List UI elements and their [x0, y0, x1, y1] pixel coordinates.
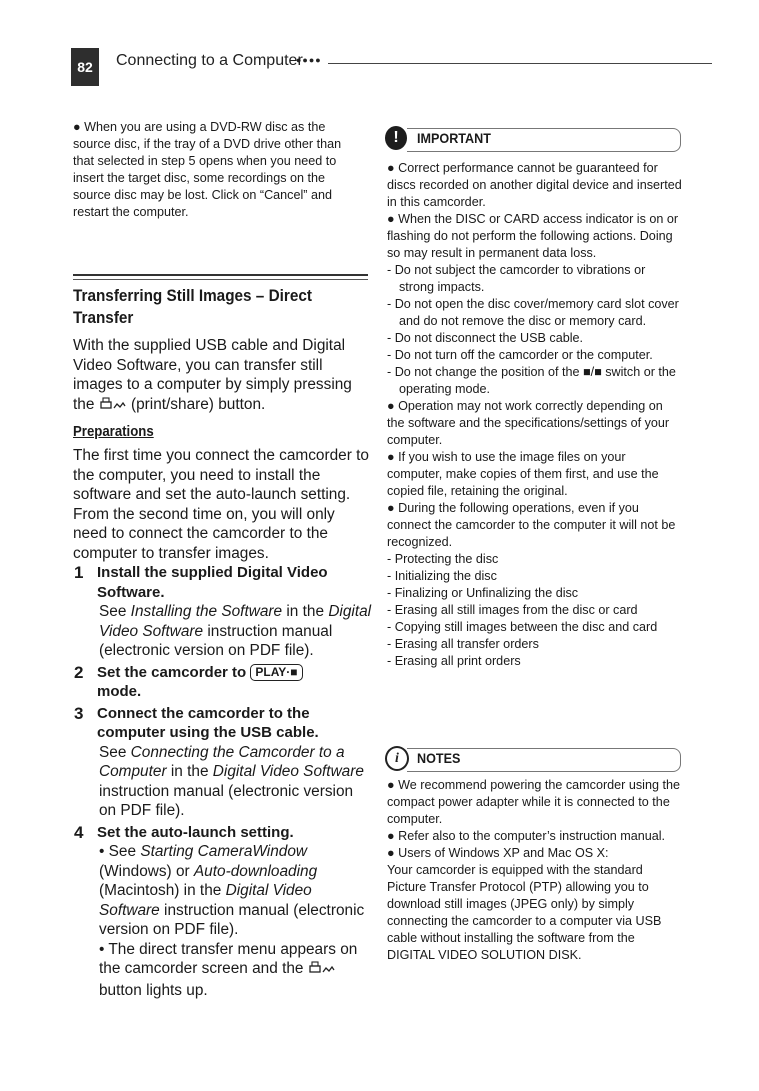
important-list	[387, 160, 683, 670]
steps-list	[73, 561, 373, 1000]
step-4	[73, 823, 373, 1001]
step-2	[73, 663, 373, 702]
intro-paragraph	[73, 336, 373, 416]
important-item: ● When the DISC or CARD access indicator is on or flashing do not perform the following actions. Doing so may result in permanent data loss.	[387, 212, 679, 260]
header-rule	[328, 63, 712, 64]
info-icon: i	[385, 746, 409, 771]
important-subitem: - Do not disconnect the USB cable.	[387, 331, 584, 345]
step-heading: Install the supplied Digital Video Software.	[97, 564, 328, 601]
intro-text-a: With the supplied USB cable and Digital Video Software, you can transfer still images to a computer by simply pressing the	[73, 337, 352, 413]
step-body-emphasis: Connecting the Camcorder to a Computer	[99, 743, 345, 780]
step-body	[97, 743, 373, 821]
step-body-text: in the	[282, 603, 329, 620]
step-body-text: in the	[166, 763, 213, 780]
step-body-emphasis: Digital Video Software	[99, 882, 312, 919]
important-item: ● Operation may not work correctly depending on the software and the specifications/settings of your computer.	[387, 399, 670, 447]
important-subitem: - Erasing all still images from the disc or card	[387, 603, 638, 617]
step-body-text: See	[99, 603, 131, 620]
section-rule	[73, 274, 368, 276]
play-mode-badge: PLAY·■	[250, 664, 302, 681]
page-number: 82	[71, 48, 99, 86]
important-subitem: - Do not change the position of the ■/■ switch or the operating mode.	[387, 365, 676, 396]
section-rule-thin	[73, 279, 368, 280]
print-share-icon	[99, 397, 127, 417]
important-label: IMPORTANT	[417, 130, 491, 146]
important-subitem: - Erasing all transfer orders	[387, 637, 539, 651]
important-subitem: - Do not subject the camcorder to vibrations or strong impacts.	[387, 263, 646, 294]
notes-label: NOTES	[417, 750, 461, 766]
important-header	[385, 124, 681, 152]
header-title: Connecting to a Computer	[116, 52, 303, 69]
notes-header	[385, 744, 681, 772]
step-body-emphasis: Auto-downloading	[193, 862, 318, 880]
note-item: ● Refer also to the computer’s instruction manual.	[387, 829, 666, 843]
step-body-text: See	[99, 743, 131, 761]
preparations-title: Preparations	[73, 423, 154, 440]
step-body-text: • See	[99, 843, 141, 860]
step-number: 3	[74, 703, 84, 723]
step-body-text: instruction manual (electronic version on PDF file).	[99, 901, 365, 938]
important-item: ● If you wish to use the image files on your computer, make copies of them first, and use the copied file, retaining the original.	[387, 450, 659, 498]
step-body-text: (Macintosh) in the	[99, 882, 226, 899]
preparations-paragraph	[73, 446, 373, 563]
print-share-icon	[308, 961, 336, 981]
important-item: ● Correct performance cannot be guaranteed for discs recorded on another digital device and inserted in this camcorder.	[387, 161, 682, 209]
step-3	[73, 704, 373, 821]
step-body-emphasis: Digital Video Software	[212, 763, 364, 780]
dvd-rw-note	[73, 119, 365, 221]
important-item: ● During the following operations, even if you connect the camcorder to the computer it will not be recognized.	[387, 501, 676, 549]
step-heading: Set the auto-launch setting.	[97, 823, 294, 841]
important-subitem: - Copying still images between the disc and card	[387, 620, 658, 634]
important-subitem: - Initializing the disc	[387, 569, 497, 583]
step-number: 2	[74, 662, 84, 682]
step-heading-text: Set the camcorder to	[97, 663, 247, 681]
important-subitem: - Erasing all print orders	[387, 654, 521, 668]
step-1	[73, 563, 373, 661]
important-subitem: - Protecting the disc	[387, 552, 499, 566]
preparations-text: The first time you connect the camcorder to the computer, you need to install the software and set the auto-launch setting. From the second time on, you will only need to connect the camcorder to the computer to transfer images.	[73, 447, 369, 562]
note-item: Your camcorder is equipped with the standard Picture Transfer Protocol (PTP) allowing you to download still images (JPEG only) by simply connecting the camcorder to a computer via USB cable without installing the software from the DIGITAL VIDEO SOLUTION DISK.	[387, 863, 662, 962]
important-subitem: - Do not open the disc cover/memory card slot cover and do not remove the disc or memory card.	[387, 297, 679, 328]
notes-list	[387, 777, 683, 964]
step-body-emphasis: Installing the Software	[130, 603, 283, 620]
note-item: ● We recommend powering the camcorder using the compact power adapter while it is connected to the computer.	[387, 778, 680, 826]
step-body	[97, 602, 373, 661]
step-body	[97, 842, 373, 940]
step-body-text: • The direct transfer menu appears on the camcorder screen and the	[99, 940, 358, 977]
header-dots: ●●●●	[296, 55, 322, 65]
step-body-text: (Windows) or	[99, 862, 194, 880]
section-title: Transferring Still Images – Direct Transfer	[73, 286, 312, 327]
intro-text-b: (print/share) button.	[130, 395, 266, 413]
step-number: 4	[74, 822, 84, 842]
important-icon: !	[385, 126, 407, 150]
step-number: 1	[74, 563, 84, 582]
step-body	[97, 940, 373, 1001]
important-subitem: - Do not turn off the camcorder or the computer.	[387, 348, 653, 362]
step-body-emphasis: Starting CameraWindow	[140, 843, 307, 860]
important-subitem: - Finalizing or Unfinalizing the disc	[387, 586, 579, 600]
note-item: ● Users of Windows XP and Mac OS X:	[387, 846, 609, 860]
step-body-text: instruction manual (electronic version on PDF file).	[99, 622, 333, 659]
step-body-emphasis: Digital Video Software	[99, 603, 372, 640]
step-heading	[97, 663, 373, 702]
step-heading-text: mode.	[97, 683, 142, 700]
step-body-text: button lights up.	[99, 981, 208, 999]
step-body-text: instruction manual (electronic version on PDF file).	[99, 782, 354, 819]
step-heading: Connect the camcorder to the computer using the USB cable.	[97, 704, 319, 741]
dvd-rw-note-text: ● When you are using a DVD-RW disc as the source disc, if the tray of a DVD drive other than that selected in step 5 opens when you need to insert the target disc, some recordings on the source disc may be lost. Click on “Cancel” and restart the computer.	[73, 120, 342, 219]
